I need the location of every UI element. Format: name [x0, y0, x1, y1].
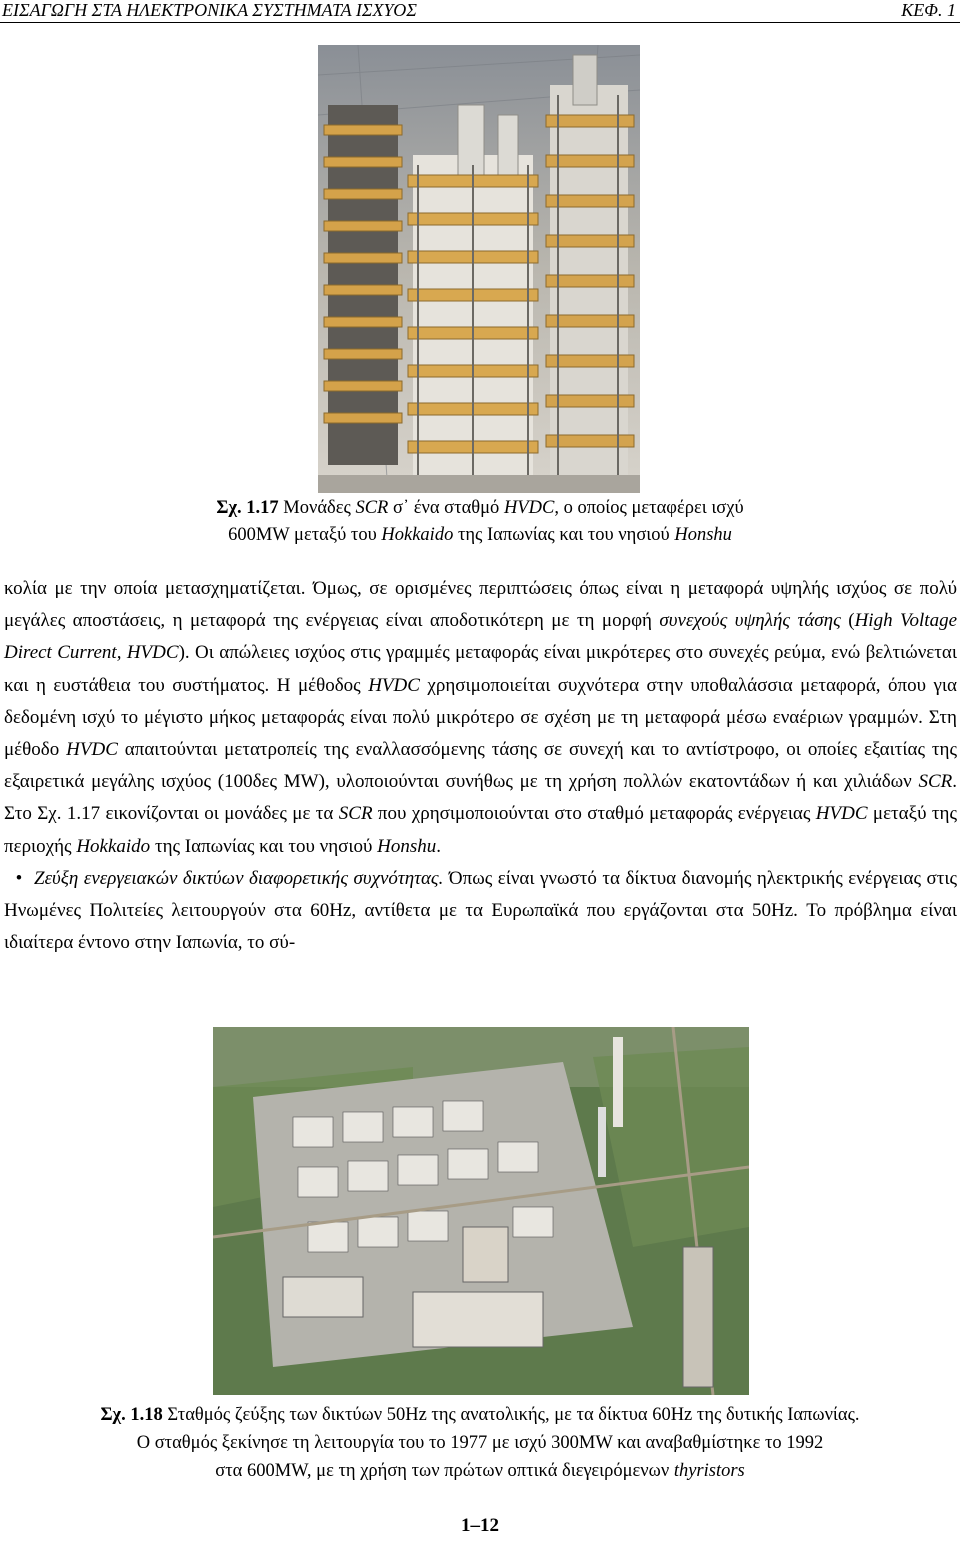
figure-1-17-label: Σχ. 1.17 [216, 498, 279, 518]
caption-text: , ο οποίος μεταφέρει ισχύ [554, 498, 744, 518]
text-run: απαιτούνται μετατροπείς της εναλλασσόμενης τάσης σε συνεχή και το αντίστροφο, οι οποίες εξαιτίας της εξαιρετικά μεγάλης ισχύος (100δες MW), υλοποιούνται συνήθως με τη χρήση πολλών εκατοντάδων ή και χιλιάδων [4, 739, 957, 793]
text-run: Hokkaido [76, 835, 151, 857]
text-run: HVDC [368, 674, 420, 696]
text-run: που χρησιμοποιούνται στο σταθμό μεταφοράς ενέργειας [372, 803, 816, 825]
text-run: SCR [918, 771, 953, 793]
text-run: HVDC [815, 803, 868, 825]
text-run: συνεχούς υψηλής τάσης [659, 610, 841, 632]
caption-text: 600MW μεταξύ του [228, 525, 382, 545]
header-chapter: ΚΕΦ. 1 [901, 0, 956, 20]
text-run: SCR [338, 803, 373, 825]
body-text [4, 573, 957, 959]
text-run: Ζεύξη ενεργειακών δικτύων διαφορετικής συχνότητας. [34, 867, 444, 889]
paragraph [4, 573, 957, 863]
caption-text: σ᾽ ένα σταθμό [388, 498, 504, 518]
text-run: High Voltage Direct Current, HVDC [4, 610, 958, 664]
header-title: ΕΙΣΑΓΩΓΗ ΣΤΑ ΗΛΕΚΤΡΟΝΙΚΑ ΣΥΣΤΗΜΑΤΑ ΙΣΧΥΟΣ [2, 0, 417, 20]
text-run: . Στο Σχ. 1.17 εικονίζονται οι μονάδες με τα [4, 771, 957, 825]
caption-term: SCR [355, 498, 389, 518]
running-header [0, 0, 960, 23]
text-run: . [436, 835, 442, 857]
caption-text: Σταθμός ζεύξης των δικτύων 50Hz της ανατολικής, με τα δίκτυα 60Hz της δυτικής Ιαπωνίας. [162, 1405, 860, 1425]
text-run: ). Οι απώλειες ισχύος στις γραμμές μεταφοράς είναι μικρότερες στο συνεχές ρεύμα, ενώ βελτιώνεται και η ευστάθεια του συστήματος. Η μέθοδος [4, 642, 957, 696]
figure-1-17-caption [150, 495, 810, 549]
caption-text: της Ιαπωνίας και του νησιού [453, 525, 675, 545]
text-run: της Ιαπωνίας και του νησιού [150, 835, 378, 857]
page-number: 1–12 [461, 1515, 499, 1536]
figure-1-18-caption [0, 1401, 960, 1485]
caption-term: Honshu [674, 525, 732, 545]
text-run: ( [840, 610, 855, 632]
text-run: μεταξύ της περιοχής [4, 803, 957, 857]
bullet-icon: • [15, 867, 23, 889]
converter-station-aerial-photo [213, 1027, 749, 1395]
caption-text: Μονάδες [278, 498, 356, 518]
caption-term: HVDC [503, 498, 555, 518]
text-run: Όπως είναι γνωστό τα δίκτυα διανομής ηλεκτρικής ενέργειας στις Ηνωμένες Πολιτείες λειτουργούν στα 60Hz, αντίθετα με τα Ευρωπαϊκά που εργάζονται στα 50Hz. Το πρόβλημα είναι ιδιαίτερα έντονο στην Ιαπωνία, το σύ- [4, 867, 957, 954]
text-run: HVDC [66, 739, 118, 761]
caption-text: στα 600MW, με τη χρήση των πρώτων οπτικά διεγειρόμενων [215, 1461, 674, 1481]
figure-1-18-label: Σχ. 1.18 [100, 1405, 163, 1425]
bullet-paragraph [4, 863, 957, 960]
text-run: χρησιμοποιείται συχνότερα στην υποθαλάσσια μεταφορά, όπου για δεδομένη ισχύ το μέγιστο μήκος μεταφοράς είναι πολύ μικρότερο σε σχέση με τη μεταφορά μέσω εναέριων γραμμών. Στη μέθοδο [4, 674, 957, 761]
scr-valve-photo [318, 45, 640, 493]
text-run: Honshu [377, 835, 437, 857]
caption-term: Hokkaido [381, 525, 454, 545]
text-run: κολία με την οποία μετασχηματίζεται. Όμως, σε ορισμένες περιπτώσεις όπως είναι η μεταφορά υψηλής ισχύος σε πολύ μεγάλες αποστάσεις, η μεταφορά της ενέργειας είναι αποδοτικότερη με τη μορφή [4, 578, 957, 632]
caption-term: thyristors [673, 1461, 745, 1481]
caption-text: Ο σταθμός ξεκίνησε τη λειτουργία του το 1977 με ισχύ 300MW και αναβαθμίστηκε το 1992 [136, 1433, 824, 1453]
